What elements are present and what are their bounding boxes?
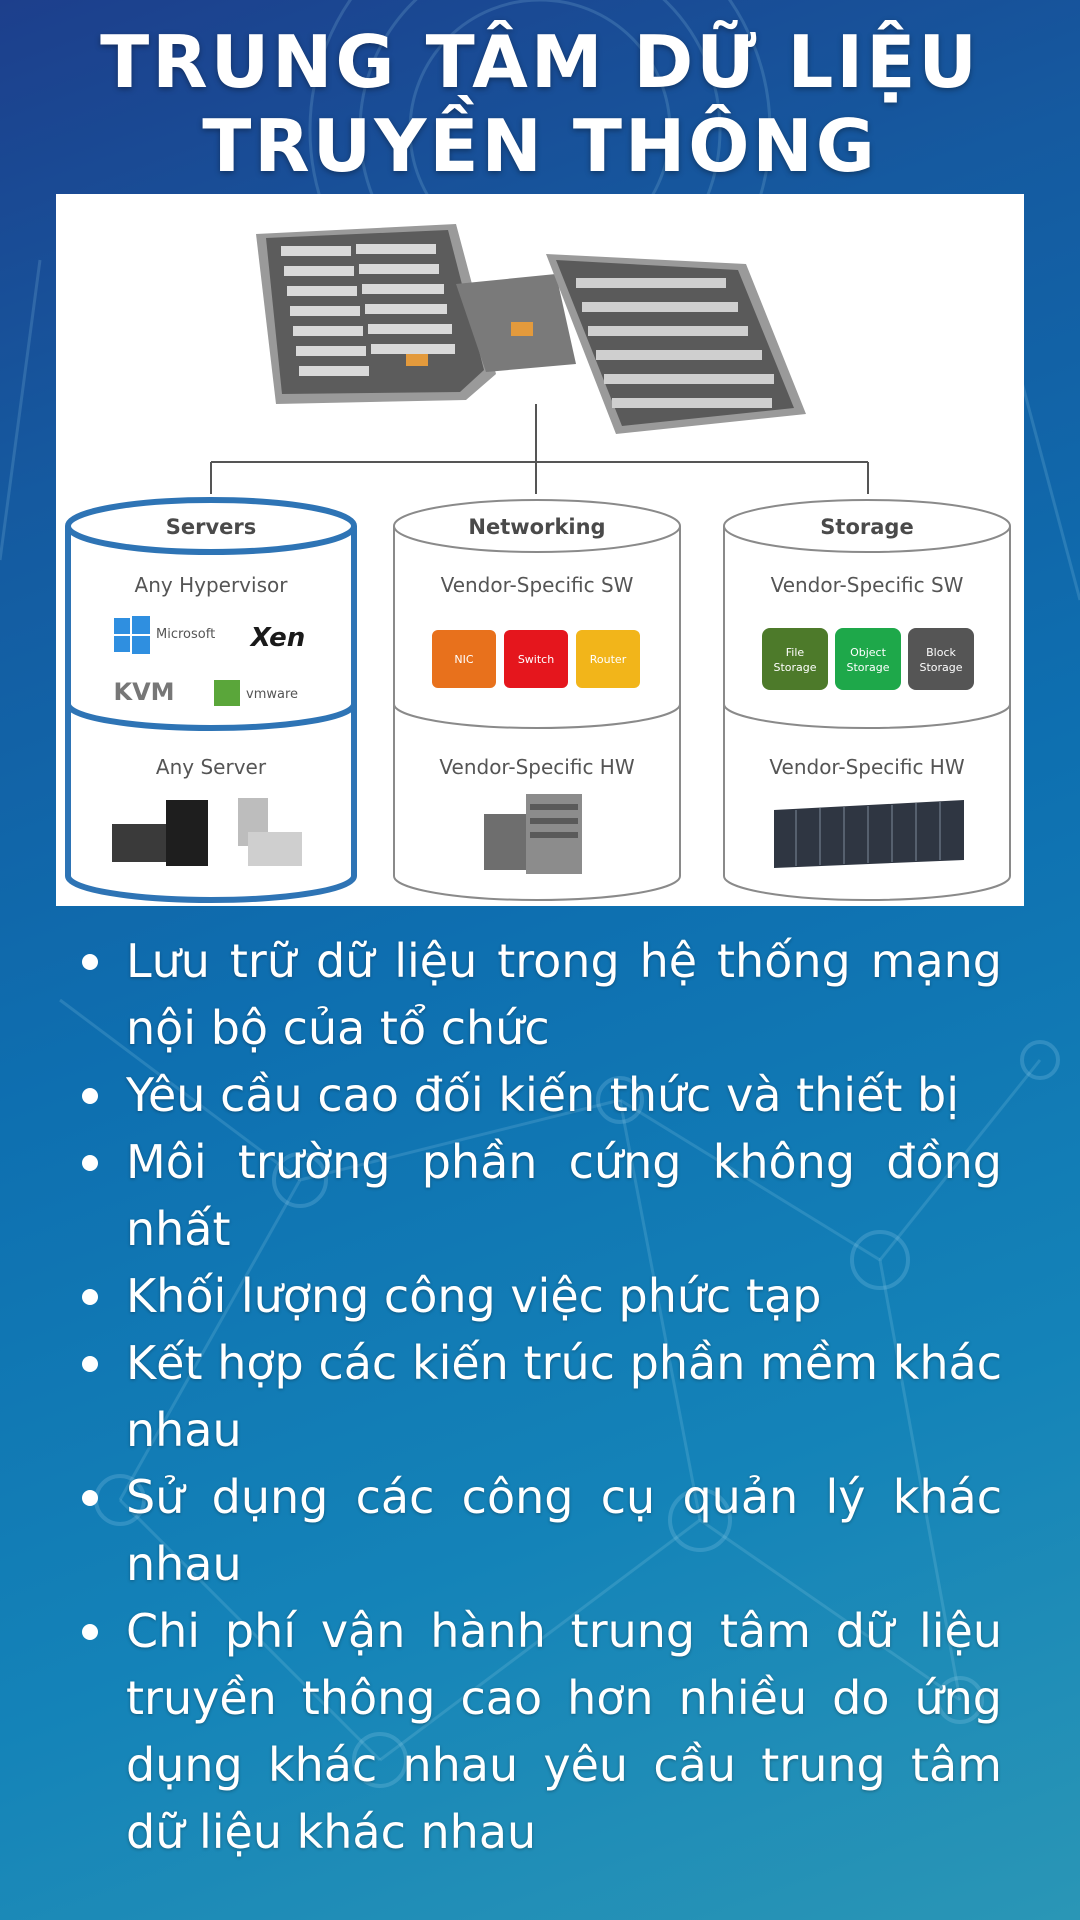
servers-software-label: Any Hypervisor	[134, 573, 288, 597]
storage-title: Storage	[820, 515, 914, 539]
list-item: Khối lượng công việc phức tạp	[78, 1263, 1002, 1330]
list-item: Chi phí vận hành trung tâm dữ liệu truyền thông cao hơn nhiều do ứng dụng khác nhau yêu cầu trung tâm dữ liệu khác nhau	[78, 1598, 1002, 1866]
storage-hardware-label: Vendor-Specific HW	[769, 755, 965, 779]
servers-title: Servers	[165, 515, 257, 539]
file-storage-label-2: Storage	[773, 661, 817, 674]
list-item: Kết hợp các kiến trúc phần mềm khác nhau	[78, 1330, 1002, 1464]
block-storage-tile	[908, 628, 974, 690]
storage-array-icon	[774, 800, 964, 868]
logo-microsoft: Microsoft	[156, 627, 216, 642]
router-tile-label: Router	[589, 653, 627, 666]
file-storage-label-1: File	[785, 646, 805, 659]
title-line-2: TRUYỀN THÔNG	[202, 104, 878, 188]
block-storage-label-1: Block	[926, 646, 956, 659]
file-storage-tile	[762, 628, 828, 690]
servers-cylinder	[68, 500, 354, 900]
logo-xen: Xen	[250, 623, 306, 653]
page-title	[0, 20, 1080, 188]
list-item: Yêu cầu cao đối kiến thức và thiết bị	[78, 1062, 1002, 1129]
nic-tile-label: NIC	[454, 653, 474, 666]
list-item: Sử dụng các công cụ quản lý khác nhau	[78, 1464, 1002, 1598]
storage-cylinder	[724, 500, 1010, 900]
switch-tile-label: Switch	[517, 653, 555, 666]
datacenter-floorplan-illustration	[256, 224, 806, 434]
networking-title: Networking	[468, 515, 606, 539]
networking-software-label: Vendor-Specific SW	[440, 573, 634, 597]
storage-software-label: Vendor-Specific SW	[770, 573, 964, 597]
logo-kvm: KVM	[113, 678, 175, 706]
list-item: Lưu trữ dữ liệu trong hệ thống mạng nội bộ của tổ chức	[78, 928, 1002, 1062]
data-center-diagram	[56, 194, 1024, 906]
object-storage-label-2: Storage	[846, 661, 890, 674]
servers-hardware-label: Any Server	[155, 755, 267, 779]
object-storage-tile	[835, 628, 901, 690]
networking-cylinder	[394, 500, 680, 900]
feature-list	[78, 928, 1002, 1866]
list-item: Môi trường phần cứng không đồng nhất	[78, 1129, 1002, 1263]
block-storage-label-2: Storage	[919, 661, 963, 674]
networking-hardware-label: Vendor-Specific HW	[439, 755, 635, 779]
object-storage-label-1: Object	[850, 646, 886, 659]
logo-vmware: vmware	[246, 687, 299, 702]
title-line-1: TRUNG TÂM DỮ LIỆU	[100, 20, 980, 104]
